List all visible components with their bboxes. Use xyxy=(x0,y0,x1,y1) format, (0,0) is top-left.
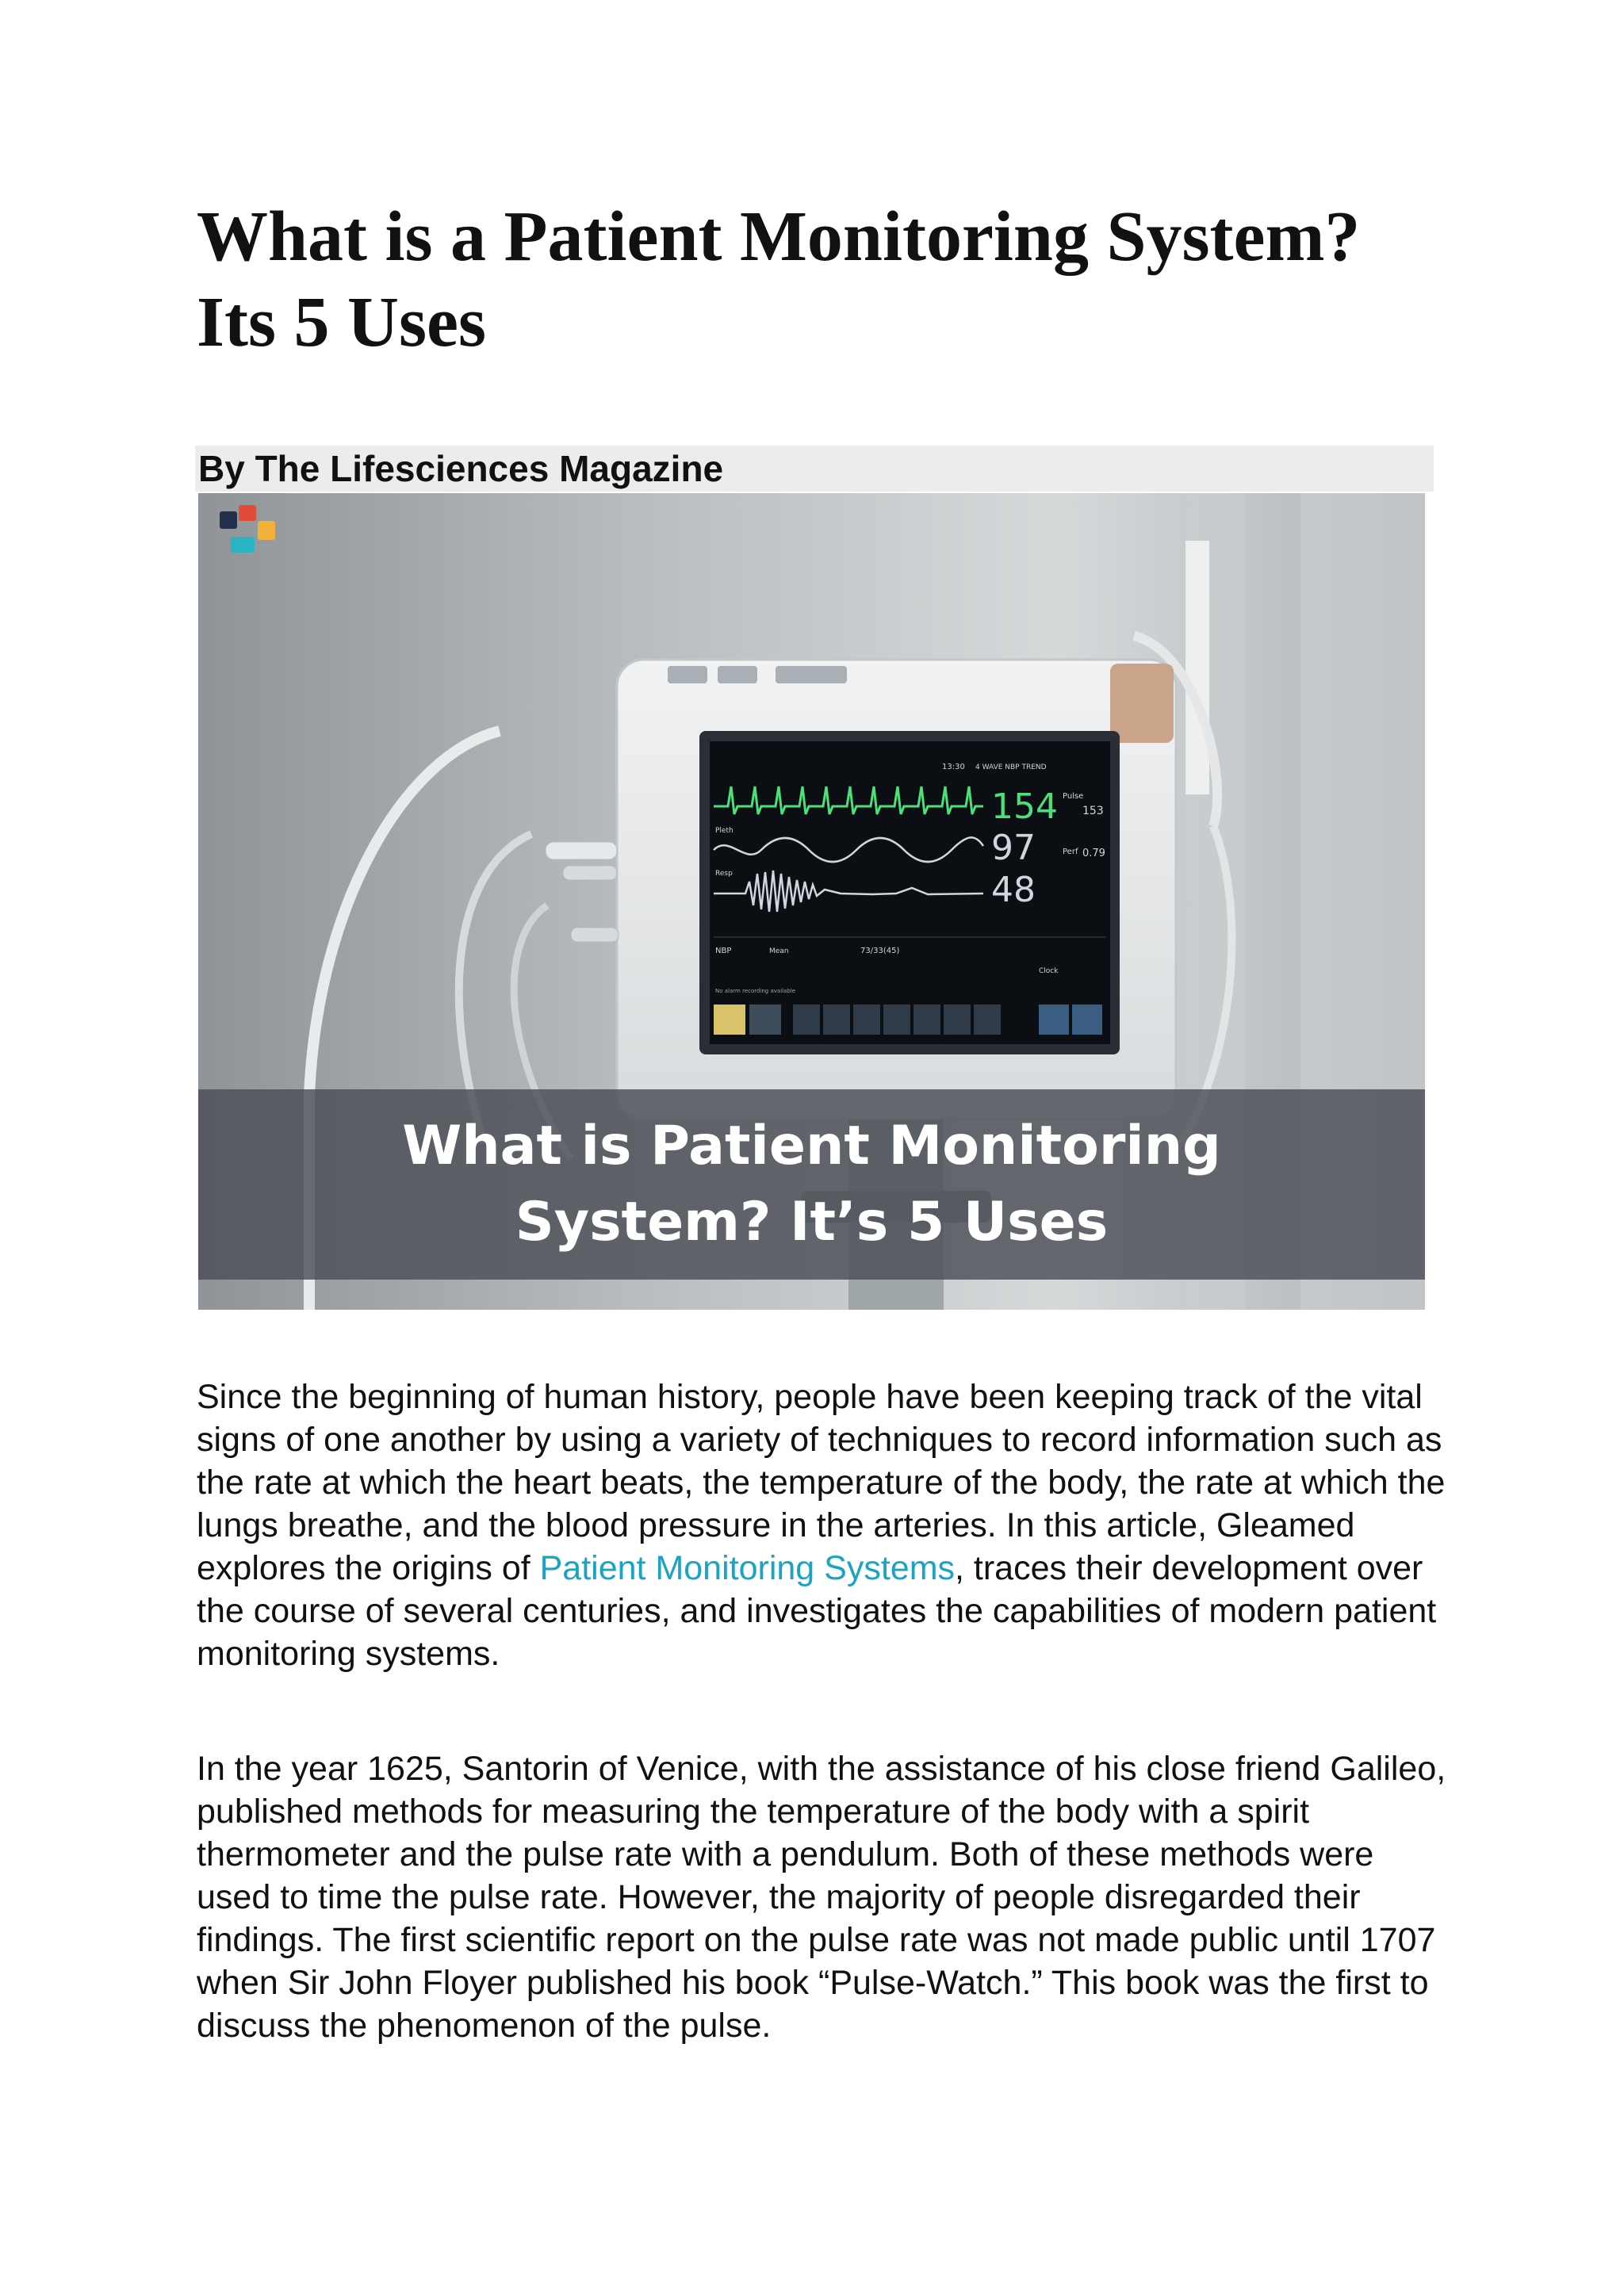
title-line-1: What is a Patient Monitoring System? xyxy=(197,197,1361,276)
monitor-header: 4 WAVE NBP TREND xyxy=(975,763,1047,771)
clock-label: Clock xyxy=(1039,967,1059,975)
hero-caption-line-2: System? It’s 5 Uses xyxy=(515,1191,1109,1253)
article-title xyxy=(197,194,1505,365)
byline: By The Lifesciences Magazine xyxy=(195,446,1434,492)
hero-image xyxy=(198,493,1425,1310)
nbp-label: NBP xyxy=(715,947,732,955)
hero-caption-line-1: What is Patient Monitoring xyxy=(402,1115,1221,1177)
no-alarm-text: No alarm recording available xyxy=(715,988,796,994)
pulse-value: 153 xyxy=(1082,805,1104,817)
hero-caption xyxy=(198,1089,1425,1280)
mean-label: Mean xyxy=(769,947,789,955)
title-line-2: Its 5 Uses xyxy=(197,283,487,362)
resp-label: Resp xyxy=(715,870,733,878)
perf-label: Perf xyxy=(1063,848,1078,856)
perf-value: 0.79 xyxy=(1082,848,1105,859)
paragraph-intro-tail: , traces their development over the course of several centuries, and investigates the capabilities of modern patient monitoring systems. xyxy=(197,1549,1437,1673)
resp-value: 48 xyxy=(991,870,1036,910)
pleth-label: Pleth xyxy=(715,827,733,835)
hr-value: 154 xyxy=(991,786,1058,827)
patient-monitoring-systems-link[interactable]: Patient Monitoring Systems xyxy=(539,1549,956,1587)
monitor-time: 13:30 xyxy=(942,763,965,771)
pulse-label: Pulse xyxy=(1063,792,1084,801)
bp-value: 73/33(45) xyxy=(860,947,900,955)
paragraph-history: In the year 1625, Santorin of Venice, with the assistance of his close friend Galileo, published methods for measuring the temperature of the body with a spirit thermometer and the pulse rate with a pendulum. Both of these methods were used to time the pulse rate. However, the majority of people disregarded their findings. The first scientific report on the pulse rate was not made public until 1707 when Sir John Floyer published his book “Pulse-Watch.” This book was the first to discuss the phenomenon of the pulse. xyxy=(197,1750,1446,2045)
paragraph-intro-text: Since the beginning of human history, people have been keeping track of the vital signs of one another by using a variety of techniques to record information such as the rate at which the heart beats, the temperature of the body, the rate at which the lungs breathe, and the blood pressure in the arteries. In this article, Gleamed explores the origins of xyxy=(197,1378,1446,1587)
spo2-value: 97 xyxy=(991,828,1036,868)
paragraph-intro xyxy=(197,1376,1450,1675)
